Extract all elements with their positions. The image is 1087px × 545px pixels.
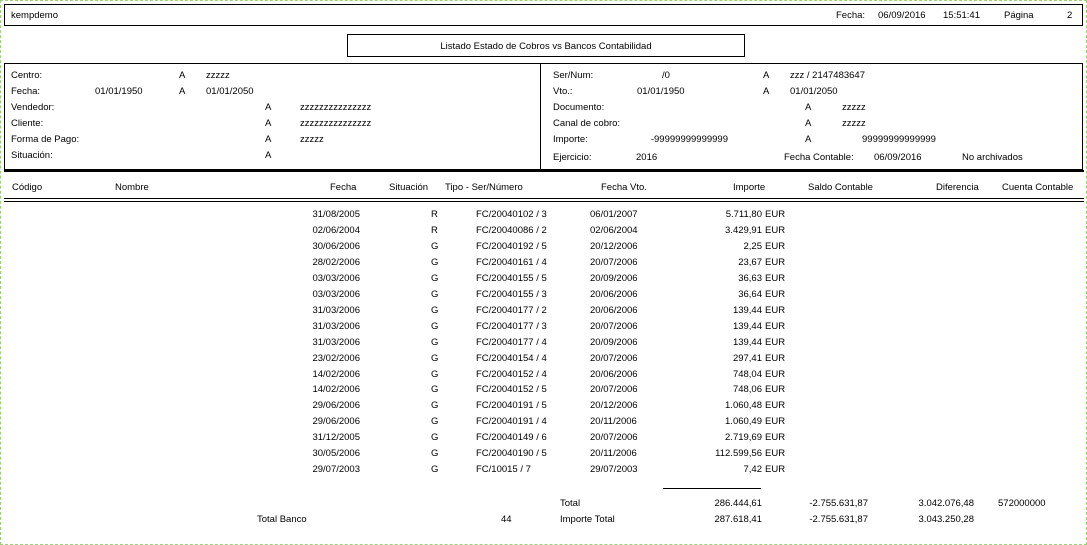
row-situacion: G [431, 256, 439, 268]
row-importe: 139,44 [732, 320, 762, 332]
filter-sep: A [763, 70, 770, 81]
row-importe: 139,44 [732, 336, 762, 348]
row-fecha-vto: 20/07/2006 [590, 432, 638, 444]
filter-to: zzzzz [842, 118, 866, 129]
row-situacion: G [431, 304, 439, 316]
total-cuenta: 572000000 [998, 498, 1046, 509]
row-fecha-vto: 20/06/2006 [590, 368, 638, 380]
col-nombre: Nombre [115, 182, 149, 193]
filter-to: zzzzzzzzzzzzzzz [300, 102, 372, 113]
row-fecha-vto: 20/11/2006 [590, 448, 637, 460]
row-fecha-vto: 02/06/2004 [590, 224, 638, 236]
row-situacion: G [431, 448, 439, 460]
ejercicio-label: Ejercicio: [553, 152, 592, 163]
row-fecha: 29/06/2006 [312, 416, 360, 428]
row-documento: FC/20040086 / 2 [476, 224, 547, 236]
filter-to: zzzzzzzzzzzzzzz [300, 118, 372, 129]
row-fecha-vto: 20/07/2006 [590, 384, 638, 396]
row-fecha: 31/12/2005 [312, 432, 360, 444]
row-importe: 36,64 [738, 288, 762, 300]
filter-to: zzzzz [206, 70, 230, 81]
row-fecha: 03/03/2006 [312, 288, 360, 300]
filter-label: Documento: [553, 102, 605, 113]
filter-to: zzz / 2147483647 [790, 70, 866, 81]
row-fecha: 31/08/2005 [312, 209, 360, 220]
row-fecha: 30/05/2006 [312, 448, 360, 460]
filter-from: 01/01/1950 [637, 86, 685, 97]
row-fecha-vto: 20/12/2006 [590, 400, 638, 412]
ejercicio-value: 2016 [636, 152, 658, 163]
row-fecha-vto: 20/09/2006 [590, 272, 638, 284]
row-fecha: 29/07/2003 [312, 464, 360, 476]
row-currency: EUR [765, 384, 786, 396]
filter-label: Centro: [11, 70, 43, 81]
filter-to: 01/01/2050 [206, 86, 254, 97]
row-situacion: G [431, 272, 439, 284]
row-situacion: G [431, 288, 439, 300]
header-date: 06/09/2016 [878, 10, 926, 21]
total-importe: 286.444,61 [714, 498, 762, 509]
total-diferencia: 3.042.076,48 [918, 498, 974, 509]
header-page-number: 2 [1067, 10, 1073, 21]
row-documento: FC/20040177 / 4 [476, 336, 547, 348]
header-date-label: Fecha: [836, 10, 866, 21]
filter-sep: A [179, 86, 186, 97]
row-currency: EUR [765, 400, 786, 412]
row-importe: 748,04 [732, 368, 762, 380]
filter-from: 01/01/1950 [95, 86, 143, 97]
row-fecha: 14/02/2006 [312, 368, 360, 380]
filter-to: zzzzz [842, 102, 866, 113]
filter-sep: A [805, 102, 812, 113]
row-currency: EUR [765, 320, 786, 332]
filter-from: /0 [662, 70, 670, 81]
company-name: kempdemo [11, 10, 58, 21]
row-situacion: G [431, 400, 439, 412]
row-fecha: 23/02/2006 [312, 352, 360, 364]
row-situacion: G [431, 384, 439, 396]
row-currency: EUR [765, 224, 786, 236]
row-situacion: G [431, 368, 439, 380]
row-importe: 7,42 [743, 464, 762, 476]
row-importe: 2.719,69 [725, 432, 762, 444]
row-documento: FC/20040152 / 4 [476, 368, 547, 380]
col-tipo-ser-numero: Tipo - Ser/Número [445, 182, 523, 193]
filter-sep: A [805, 118, 812, 129]
row-documento: FC/20040190 / 5 [476, 448, 547, 460]
filter-label: Cliente: [11, 118, 44, 129]
filter-label: Importe: [553, 134, 588, 145]
filter-sep: A [265, 102, 272, 113]
row-fecha-vto: 20/06/2006 [590, 288, 638, 300]
col-importe: Importe [733, 182, 766, 193]
filter-label: Forma de Pago: [11, 134, 80, 145]
row-documento: FC/20040192 / 5 [476, 240, 547, 252]
filter-sep: A [805, 134, 812, 145]
row-situacion: G [431, 416, 439, 428]
col-fecha-vto: Fecha Vto. [601, 182, 647, 193]
row-situacion: G [431, 464, 439, 476]
filter-label: Situación: [11, 150, 53, 161]
filter-to: 99999999999999 [862, 134, 936, 145]
row-importe: 748,06 [732, 384, 762, 396]
row-documento: FC/20040155 / 3 [476, 288, 547, 300]
importe-total-label: Importe Total [560, 514, 615, 525]
filter-sep: A [265, 118, 272, 129]
row-importe: 36,63 [738, 272, 762, 284]
row-currency: EUR [765, 256, 786, 268]
row-documento: FC/20040177 / 2 [476, 304, 547, 316]
filter-label: Vendedor: [11, 102, 55, 113]
filter-sep: A [265, 134, 272, 145]
row-fecha: 02/06/2004 [312, 224, 360, 236]
filter-to: zzzzz [300, 134, 324, 145]
total-underline [663, 488, 761, 489]
page-border-top [0, 0, 1087, 2]
col-cuenta-contable: Cuenta Contable [1002, 182, 1074, 193]
row-fecha-vto: 20/12/2006 [590, 240, 638, 252]
row-situacion: G [431, 240, 439, 252]
row-fecha: 31/03/2006 [312, 320, 360, 332]
col-codigo: Código [12, 182, 43, 193]
page-border-left [0, 0, 2, 545]
row-fecha-vto: 20/09/2006 [590, 336, 638, 348]
row-fecha-vto: 06/01/2007 [590, 209, 638, 220]
col-situacion: Situación [389, 182, 429, 193]
row-situacion: R [431, 209, 438, 220]
header-page-label: Página [1004, 10, 1034, 21]
row-currency: EUR [765, 352, 786, 364]
row-importe: 139,44 [732, 304, 762, 316]
filters-divider [540, 64, 541, 169]
col-fecha: Fecha [330, 182, 357, 193]
archivados-status: No archivados [962, 152, 1023, 163]
row-importe: 2,25 [743, 240, 762, 252]
filter-label: Ser/Num: [553, 70, 594, 81]
row-fecha-vto: 20/07/2006 [590, 256, 638, 268]
row-importe: 23,67 [738, 256, 762, 268]
row-documento: FC/20040102 / 3 [476, 209, 547, 220]
row-fecha: 14/02/2006 [312, 384, 360, 396]
row-currency: EUR [765, 416, 786, 428]
row-documento: FC/20040154 / 4 [476, 352, 547, 364]
row-importe: 112.599,56 [715, 448, 762, 460]
total-label: Total [560, 498, 581, 509]
row-importe: 1.060,49 [725, 416, 762, 428]
fecha-contable-value: 06/09/2016 [874, 152, 922, 163]
row-currency: EUR [765, 448, 786, 460]
filter-from: -99999999999999 [650, 134, 728, 145]
row-fecha: 29/06/2006 [312, 400, 360, 412]
importe-total-value: 287.618,41 [714, 514, 762, 525]
total-saldo: -2.755.631,87 [809, 498, 868, 509]
row-currency: EUR [765, 272, 786, 284]
header-time: 15:51:41 [943, 10, 980, 21]
row-importe: 5.711,80 [725, 209, 762, 220]
filter-sep: A [179, 70, 186, 81]
filter-to: 01/01/2050 [790, 86, 838, 97]
row-fecha-vto: 20/07/2006 [590, 320, 638, 332]
row-fecha-vto: 29/07/2003 [590, 464, 638, 476]
column-header-rule-2 [4, 201, 1084, 202]
filter-label: Fecha: [11, 86, 41, 97]
importe-total-diferencia: 3.043.250,28 [918, 514, 974, 525]
row-currency: EUR [765, 432, 786, 444]
column-header-top-rule [4, 170, 1084, 172]
row-currency: EUR [765, 240, 786, 252]
row-fecha: 28/02/2006 [312, 256, 360, 268]
row-currency: EUR [765, 209, 786, 220]
total-banco-label: Total Banco [257, 514, 307, 525]
col-saldo-contable: Saldo Contable [808, 182, 873, 193]
column-header-rule-1 [4, 198, 1084, 199]
filter-label: Vto.: [553, 86, 573, 97]
row-fecha: 31/03/2006 [312, 304, 360, 316]
filter-sep: A [763, 86, 770, 97]
row-importe: 1.060,48 [725, 400, 762, 412]
row-situacion: R [431, 224, 438, 236]
row-situacion: G [431, 336, 439, 348]
row-currency: EUR [765, 336, 786, 348]
row-fecha-vto: 20/11/2006 [590, 416, 637, 428]
row-currency: EUR [765, 464, 786, 476]
row-situacion: G [431, 352, 439, 364]
row-fecha-vto: 20/06/2006 [590, 304, 638, 316]
row-documento: FC/20040191 / 5 [476, 400, 547, 412]
row-fecha: 31/03/2006 [312, 336, 360, 348]
row-documento: FC/20040155 / 5 [476, 272, 547, 284]
row-situacion: G [431, 320, 439, 332]
row-fecha-vto: 20/07/2006 [590, 352, 638, 364]
row-fecha: 03/03/2006 [312, 272, 360, 284]
row-documento: FC/20040149 / 6 [476, 432, 547, 444]
fecha-contable-label: Fecha Contable: [784, 152, 854, 163]
row-documento: FC/20040177 / 3 [476, 320, 547, 332]
row-importe: 3.429,91 [725, 224, 762, 236]
row-documento: FC/20040161 / 4 [476, 256, 547, 268]
col-diferencia: Diferencia [936, 182, 979, 193]
row-situacion: G [431, 432, 439, 444]
filter-sep: A [265, 150, 272, 161]
row-documento: FC/20040191 / 4 [476, 416, 547, 428]
row-currency: EUR [765, 304, 786, 316]
row-importe: 297,41 [732, 352, 762, 364]
filter-label: Canal de cobro: [553, 118, 621, 129]
report-title: Listado Estado de Cobros vs Bancos Contabilidad [440, 41, 652, 52]
total-banco-count: 44 [501, 514, 512, 525]
row-fecha: 30/06/2006 [312, 240, 360, 252]
importe-total-saldo: -2.755.631,87 [809, 514, 868, 525]
row-documento: FC/10015 / 7 [476, 464, 531, 476]
row-documento: FC/20040152 / 5 [476, 384, 547, 396]
row-currency: EUR [765, 288, 786, 300]
row-currency: EUR [765, 368, 786, 380]
